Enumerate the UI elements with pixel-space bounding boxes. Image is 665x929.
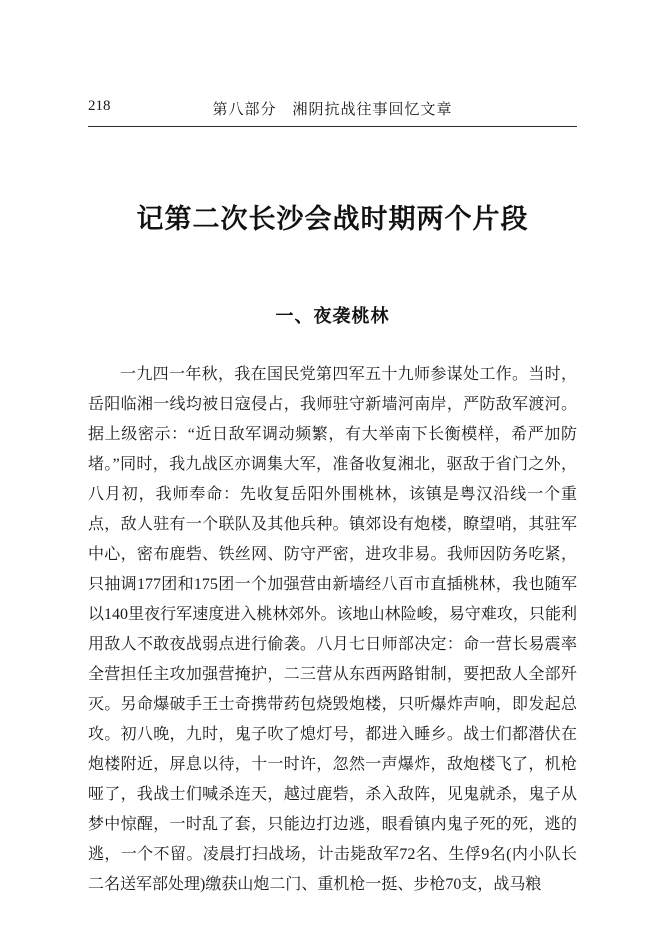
article-title: 记第二次长沙会战时期两个片段 (136, 204, 529, 235)
running-header-title: 第八部分 湘阴抗战往事回忆文章 (212, 102, 453, 118)
page-header (88, 98, 577, 127)
section-heading: 一、夜袭桃林 (275, 306, 390, 327)
page-number: 218 (88, 98, 111, 114)
body-paragraph: 一九四一年秋，我在国民党第四军五十九师参谋处工作。当时，岳阳临湘一线均被日寇侵占，我师驻守新墙河南岸，严防敌军渡河。据上级密示：“近日敌军调动频繁，有大举南下长衡模样，希严加防堵。”同时，我九战区亦调集大军，准备收复湘北，驱敌于省门之外，八月初，我师奉命：先收复岳阳外围桃林，该镇是粤汉沿线一个重点，敌人驻有一个联队及其他兵种。镇郊设有炮楼，瞭望哨，其驻军中心，密布鹿砦、铁丝网、防守严密，进攻非易。我师因防务吃紧，只抽调177团和175团一个加强营由新墙经八百市直插桃林，我也随军以140里夜行军速度进入桃林郊外。该地山林险峻，易守难攻，只能利用敌人不敢夜战弱点进行偷袭。八月七日师部决定：命一营长易震率全营担任主攻加强营掩护，二三营从东西两路钳制，要把敌人全部歼灭。另命爆破手王士奇携带药包烧毁炮楼，只听爆炸声响，即发起总攻。初八晚，九时，鬼子吹了熄灯号，都进入睡乡。战士们都潜伏在炮楼附近，屏息以待，十一时许，忽然一声爆炸，敌炮楼飞了，机枪哑了，我战士们喊杀连天，越过鹿砦，杀入敌阵，见鬼就杀，鬼子从梦中惊醒，一时乱了套，只能边打边逃，眼看镇内鬼子死的死，逃的逃，一个不留。凌晨打扫战场，计击毙敌军72名、生俘9名(内小队长二名送军部处理)缴获山炮二门、重机枪一挺、步枪70支，战马粮 (88, 366, 577, 893)
